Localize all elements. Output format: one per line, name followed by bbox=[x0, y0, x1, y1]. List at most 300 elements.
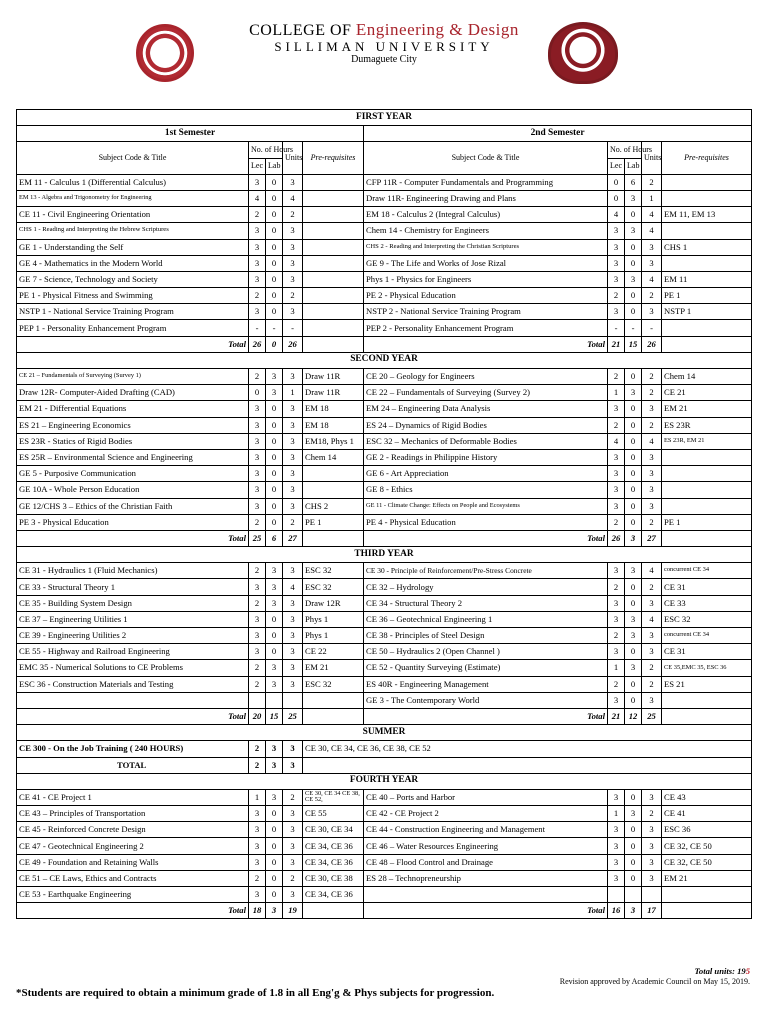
total-value: 6 bbox=[266, 530, 283, 546]
units: 2 bbox=[642, 676, 662, 692]
lab-hours: 0 bbox=[266, 466, 283, 482]
column-header-row bbox=[17, 142, 752, 158]
prerequisites: EM 21 bbox=[303, 660, 364, 676]
summer-total-label: TOTAL bbox=[17, 757, 249, 773]
lec-hours: 3 bbox=[608, 789, 625, 805]
course-row bbox=[17, 223, 752, 239]
prerequisites: CE 34, CE 36 bbox=[303, 838, 364, 854]
total-value: 16 bbox=[608, 903, 625, 919]
course-row bbox=[17, 433, 752, 449]
lec-hours: 1 bbox=[608, 660, 625, 676]
prerequisites: Phys 1 bbox=[303, 611, 364, 627]
lab-hours: 0 bbox=[266, 417, 283, 433]
lec-header: Lec bbox=[608, 158, 625, 174]
lec-hours: 2 bbox=[249, 595, 266, 611]
course-row bbox=[17, 320, 752, 336]
course-row bbox=[17, 271, 752, 287]
course-title: CE 11 - Civil Engineering Orientation bbox=[17, 207, 249, 223]
lab-hours: 0 bbox=[266, 870, 283, 886]
prerequisites: NSTP 1 bbox=[662, 304, 752, 320]
course-title: CE 32 – Hydrology bbox=[364, 579, 608, 595]
course-title: CE 33 - Structural Theory 1 bbox=[17, 579, 249, 595]
units: 3 bbox=[283, 644, 303, 660]
prerequisites: ESC 32 bbox=[662, 611, 752, 627]
course-title: CE 31 - Hydraulics 1 (Fluid Mechanics) bbox=[17, 563, 249, 579]
prerequisites: ESC 32 bbox=[303, 563, 364, 579]
units: 3 bbox=[283, 482, 303, 498]
lec-hours: 2 bbox=[608, 514, 625, 530]
subject-header: Subject Code & Title bbox=[17, 142, 249, 174]
course-row bbox=[17, 563, 752, 579]
course-title: GE 12/CHS 3 – Ethics of the Christian Faith bbox=[17, 498, 249, 514]
prerequisites bbox=[662, 449, 752, 465]
prerequisites bbox=[303, 239, 364, 255]
prerequisites: Chem 14 bbox=[662, 369, 752, 385]
prerequisites bbox=[303, 466, 364, 482]
subject-header: Subject Code & Title bbox=[364, 142, 608, 174]
course-title: PEP 1 - Personality Enhancement Program bbox=[17, 320, 249, 336]
course-title: CE 39 - Engineering Utilities 2 bbox=[17, 628, 249, 644]
units: 3 bbox=[283, 223, 303, 239]
prerequisites: Draw 11R bbox=[303, 385, 364, 401]
lec-hours: - bbox=[249, 320, 266, 336]
units: 4 bbox=[642, 433, 662, 449]
course-row bbox=[17, 660, 752, 676]
units: 3 bbox=[642, 789, 662, 805]
course-title: EM 24 – Engineering Data Analysis bbox=[364, 401, 608, 417]
course-row bbox=[17, 207, 752, 223]
year-title: THIRD YEAR bbox=[17, 547, 752, 563]
prerequisites: CE 41 bbox=[662, 806, 752, 822]
units: 4 bbox=[642, 611, 662, 627]
lab-hours: 0 bbox=[266, 271, 283, 287]
lec-hours: 4 bbox=[608, 207, 625, 223]
lec-hours: 3 bbox=[608, 239, 625, 255]
units: 3 bbox=[283, 854, 303, 870]
prerequisites: EM 18 bbox=[303, 401, 364, 417]
lab-hours: 0 bbox=[625, 207, 642, 223]
lab-header: Lab bbox=[625, 158, 642, 174]
units: 3 bbox=[283, 676, 303, 692]
units: 3 bbox=[642, 498, 662, 514]
course-row bbox=[17, 255, 752, 271]
course-title: CHS 2 - Reading and Interpreting the Christian Scriptures bbox=[364, 239, 608, 255]
lec-hours: 2 bbox=[608, 628, 625, 644]
course-title: Chem 14 - Chemistry for Engineers bbox=[364, 223, 608, 239]
college-title: COLLEGE OF Engineering & Design bbox=[249, 20, 519, 39]
units: 3 bbox=[642, 644, 662, 660]
lab-hours: 0 bbox=[266, 174, 283, 190]
course-title: CE 34 - Structural Theory 2 bbox=[364, 595, 608, 611]
lec-hours: 3 bbox=[249, 579, 266, 595]
units: 3 bbox=[283, 449, 303, 465]
lab-hours: 0 bbox=[625, 822, 642, 838]
lab-hours: 0 bbox=[266, 498, 283, 514]
lec-hours: 2 bbox=[608, 288, 625, 304]
lab-hours: 0 bbox=[625, 644, 642, 660]
units: 4 bbox=[642, 563, 662, 579]
prerequisites: concurrent CE 34 bbox=[662, 563, 752, 579]
lab-hours: 3 bbox=[625, 660, 642, 676]
year-title: FIRST YEAR bbox=[17, 110, 752, 126]
total-value: 3 bbox=[625, 530, 642, 546]
course-row bbox=[17, 466, 752, 482]
course-title: CE 41 - CE Project 1 bbox=[17, 789, 249, 805]
prerequisites bbox=[303, 692, 364, 708]
total-row bbox=[17, 708, 752, 724]
prerequisites bbox=[303, 304, 364, 320]
lab-hours: 0 bbox=[625, 692, 642, 708]
prerequisites bbox=[662, 887, 752, 903]
total-value: 19 bbox=[283, 903, 303, 919]
course-title: CE 42 - CE Project 2 bbox=[364, 806, 608, 822]
units: 2 bbox=[642, 514, 662, 530]
course-title: CE 38 - Principles of Steel Design bbox=[364, 628, 608, 644]
units: 3 bbox=[283, 174, 303, 190]
prerequisites: EM 21 bbox=[662, 870, 752, 886]
empty-cell bbox=[662, 903, 752, 919]
lab-hours: 0 bbox=[266, 838, 283, 854]
lab-hours: 3 bbox=[625, 806, 642, 822]
hours-header: No. of Hours bbox=[249, 142, 283, 158]
prerequisites bbox=[303, 255, 364, 271]
lab-hours bbox=[266, 692, 283, 708]
lab-hours: 0 bbox=[625, 498, 642, 514]
year-title: FOURTH YEAR bbox=[17, 773, 752, 789]
units: 3 bbox=[283, 304, 303, 320]
lec-hours: 1 bbox=[608, 806, 625, 822]
total-value: 27 bbox=[283, 530, 303, 546]
lab-hours: 0 bbox=[625, 466, 642, 482]
lec-hours: 3 bbox=[608, 466, 625, 482]
units: 2 bbox=[642, 369, 662, 385]
units: 3 bbox=[283, 838, 303, 854]
lab-hours: 3 bbox=[625, 611, 642, 627]
course-row bbox=[17, 449, 752, 465]
lec-hours: 3 bbox=[249, 611, 266, 627]
prerequisites bbox=[303, 223, 364, 239]
course-row bbox=[17, 822, 752, 838]
lab-hours: - bbox=[625, 320, 642, 336]
total-label: Total bbox=[17, 708, 249, 724]
lab-hours: 0 bbox=[266, 190, 283, 206]
course-title: CE 30 - Principle of Reinforcement/Pre-Stress Concrete bbox=[364, 563, 608, 579]
units bbox=[642, 887, 662, 903]
units: 2 bbox=[642, 385, 662, 401]
lab-hours: 0 bbox=[266, 401, 283, 417]
empty-cell bbox=[303, 530, 364, 546]
year-header-row bbox=[17, 110, 752, 126]
year-header-row bbox=[17, 773, 752, 789]
total-value: 20 bbox=[249, 708, 266, 724]
lec-hours: 3 bbox=[249, 887, 266, 903]
units: 4 bbox=[283, 579, 303, 595]
prerequisites: EM 18 bbox=[303, 417, 364, 433]
lec-hours: 3 bbox=[249, 255, 266, 271]
lec-hours: 3 bbox=[249, 644, 266, 660]
units: 2 bbox=[642, 806, 662, 822]
total-label: Total bbox=[364, 336, 608, 352]
units: 3 bbox=[283, 887, 303, 903]
prerequisites: ES 23R, EM 21 bbox=[662, 433, 752, 449]
lab-hours: 0 bbox=[625, 870, 642, 886]
lec-hours: 2 bbox=[249, 288, 266, 304]
lab-hours: 0 bbox=[625, 304, 642, 320]
units: 2 bbox=[283, 288, 303, 304]
course-row bbox=[17, 887, 752, 903]
prerequisites: CE 22 bbox=[303, 644, 364, 660]
units: 4 bbox=[642, 223, 662, 239]
lec-hours: 0 bbox=[249, 385, 266, 401]
lab-hours: 0 bbox=[266, 514, 283, 530]
empty-cell bbox=[303, 757, 752, 773]
units: 3 bbox=[283, 433, 303, 449]
course-title: ES 25R – Environmental Science and Engineering bbox=[17, 449, 249, 465]
empty-cell bbox=[662, 336, 752, 352]
total-label: Total bbox=[364, 708, 608, 724]
prerequisites: ESC 32 bbox=[303, 676, 364, 692]
lec-hours: 3 bbox=[608, 401, 625, 417]
lec-hours: 3 bbox=[249, 854, 266, 870]
lec-hours: 2 bbox=[249, 514, 266, 530]
lab-hours: 3 bbox=[625, 628, 642, 644]
empty-cell bbox=[303, 903, 364, 919]
units: 1 bbox=[283, 385, 303, 401]
course-title: PE 1 - Physical Fitness and Swimming bbox=[17, 288, 249, 304]
units: 3 bbox=[283, 401, 303, 417]
course-title: CE 55 - Highway and Railroad Engineering bbox=[17, 644, 249, 660]
summer-title: SUMMER bbox=[17, 725, 752, 741]
lab-hours: 0 bbox=[266, 449, 283, 465]
prerequisites-header: Pre-requisites bbox=[303, 142, 364, 174]
lab-hours: 0 bbox=[625, 676, 642, 692]
units: 3 bbox=[642, 449, 662, 465]
lec-hours: 2 bbox=[608, 369, 625, 385]
lec-hours: 1 bbox=[608, 385, 625, 401]
total-value: 2 bbox=[249, 757, 266, 773]
units: 3 bbox=[283, 369, 303, 385]
total-value: 12 bbox=[625, 708, 642, 724]
prerequisites: CE 55 bbox=[303, 806, 364, 822]
lab-hours: 3 bbox=[266, 595, 283, 611]
lab-hours: 3 bbox=[266, 385, 283, 401]
prerequisites: PE 1 bbox=[662, 514, 752, 530]
lab-hours: 0 bbox=[266, 207, 283, 223]
units: 2 bbox=[642, 174, 662, 190]
units: 3 bbox=[642, 838, 662, 854]
second-semester-label: 2nd Semester bbox=[364, 126, 752, 142]
prerequisites: CE 34, CE 36 bbox=[303, 854, 364, 870]
first-semester-label: 1st Semester bbox=[17, 126, 364, 142]
total-value: 25 bbox=[642, 708, 662, 724]
prerequisites bbox=[662, 320, 752, 336]
course-title: GE 7 - Science, Technology and Society bbox=[17, 271, 249, 287]
units: 3 bbox=[283, 417, 303, 433]
prerequisites: Draw 12R bbox=[303, 595, 364, 611]
lec-hours: 3 bbox=[249, 401, 266, 417]
lab-hours: 0 bbox=[266, 822, 283, 838]
course-title: Draw 12R- Computer-Aided Drafting (CAD) bbox=[17, 385, 249, 401]
prerequisites-header: Pre-requisites bbox=[662, 142, 752, 174]
empty-cell bbox=[662, 530, 752, 546]
units: 2 bbox=[642, 288, 662, 304]
course-row bbox=[17, 174, 752, 190]
year-header-row bbox=[17, 547, 752, 563]
lec-hours: 2 bbox=[249, 369, 266, 385]
units: 3 bbox=[283, 271, 303, 287]
total-value: 27 bbox=[642, 530, 662, 546]
units: 4 bbox=[642, 207, 662, 223]
prerequisites: EM18, Phys 1 bbox=[303, 433, 364, 449]
total-value: 21 bbox=[608, 336, 625, 352]
lec-hours: 0 bbox=[608, 190, 625, 206]
prerequisites: PE 1 bbox=[662, 288, 752, 304]
course-title: ESC 36 - Construction Materials and Testing bbox=[17, 676, 249, 692]
prerequisites: CE 35,EMC 35, ESC 36 bbox=[662, 660, 752, 676]
units: 3 bbox=[642, 854, 662, 870]
summer-header-row bbox=[17, 725, 752, 741]
units: 3 bbox=[283, 822, 303, 838]
curriculum-table bbox=[16, 109, 752, 919]
lec-hours: 3 bbox=[249, 417, 266, 433]
course-title: GE 10A - Whole Person Education bbox=[17, 482, 249, 498]
course-title: CHS 1 - Reading and Interpreting the Hebrew Scriptures bbox=[17, 223, 249, 239]
total-value: 26 bbox=[283, 336, 303, 352]
lab-hours: 0 bbox=[625, 288, 642, 304]
lec-hours: 2 bbox=[249, 741, 266, 757]
lec-hours: 3 bbox=[249, 304, 266, 320]
course-title bbox=[17, 692, 249, 708]
lec-hours: 3 bbox=[608, 271, 625, 287]
course-title: NSTP 2 - National Service Training Program bbox=[364, 304, 608, 320]
course-title bbox=[364, 887, 608, 903]
lec-hours: - bbox=[608, 320, 625, 336]
lab-hours: 0 bbox=[266, 288, 283, 304]
total-value: 3 bbox=[283, 757, 303, 773]
lab-hours: 0 bbox=[625, 401, 642, 417]
prerequisites: CHS 2 bbox=[303, 498, 364, 514]
units: 2 bbox=[283, 207, 303, 223]
lab-hours: 0 bbox=[266, 887, 283, 903]
lec-hours: 0 bbox=[608, 174, 625, 190]
units: 2 bbox=[642, 417, 662, 433]
lab-hours: 0 bbox=[625, 579, 642, 595]
units: 3 bbox=[642, 466, 662, 482]
course-row bbox=[17, 870, 752, 886]
course-title: CE 37 – Engineering Utilities 1 bbox=[17, 611, 249, 627]
units: 3 bbox=[642, 239, 662, 255]
lec-hours: 1 bbox=[249, 789, 266, 805]
lec-hours: 3 bbox=[249, 174, 266, 190]
lec-hours: 3 bbox=[249, 628, 266, 644]
prerequisites bbox=[662, 466, 752, 482]
lec-hours: 3 bbox=[608, 692, 625, 708]
course-row bbox=[17, 190, 752, 206]
empty-cell bbox=[303, 708, 364, 724]
course-title: CE 20 – Geology for Engineers bbox=[364, 369, 608, 385]
course-title: PE 3 - Physical Education bbox=[17, 514, 249, 530]
course-row bbox=[17, 514, 752, 530]
units: 2 bbox=[283, 870, 303, 886]
lec-hours: 3 bbox=[608, 563, 625, 579]
course-title: CE 52 - Quantity Surveying (Estimate) bbox=[364, 660, 608, 676]
prerequisites bbox=[303, 482, 364, 498]
prerequisites: EM 11, EM 13 bbox=[662, 207, 752, 223]
total-row bbox=[17, 903, 752, 919]
prerequisites bbox=[662, 174, 752, 190]
course-row bbox=[17, 676, 752, 692]
lec-hours: 3 bbox=[608, 449, 625, 465]
course-title: CE 53 - Earthquake Engineering bbox=[17, 887, 249, 903]
course-row bbox=[17, 239, 752, 255]
course-title: CE 45 - Reinforced Concrete Design bbox=[17, 822, 249, 838]
lab-hours: 3 bbox=[625, 563, 642, 579]
course-title: ES 28 – Technopreneurship bbox=[364, 870, 608, 886]
course-row bbox=[17, 595, 752, 611]
lec-hours: 3 bbox=[249, 223, 266, 239]
lec-hours: 3 bbox=[249, 498, 266, 514]
prerequisites: CHS 1 bbox=[662, 239, 752, 255]
total-value: 25 bbox=[283, 708, 303, 724]
course-title: CE 43 – Principles of Transportation bbox=[17, 806, 249, 822]
lec-hours bbox=[249, 692, 266, 708]
empty-cell bbox=[303, 336, 364, 352]
lab-hours: 0 bbox=[625, 369, 642, 385]
units: 2 bbox=[642, 660, 662, 676]
total-value: 0 bbox=[266, 336, 283, 352]
course-row bbox=[17, 611, 752, 627]
lab-hours: 0 bbox=[625, 789, 642, 805]
lec-hours: 2 bbox=[249, 660, 266, 676]
lab-hours: 3 bbox=[266, 789, 283, 805]
course-title: CE 44 - Construction Engineering and Management bbox=[364, 822, 608, 838]
total-value: 25 bbox=[249, 530, 266, 546]
total-label: Total bbox=[364, 903, 608, 919]
course-title: GE 1 - Understanding the Self bbox=[17, 239, 249, 255]
course-title: CE 35 - Building System Design bbox=[17, 595, 249, 611]
course-title: GE 6 - Art Appreciation bbox=[364, 466, 608, 482]
course-row bbox=[17, 789, 752, 805]
course-title: PE 4 - Physical Education bbox=[364, 514, 608, 530]
revision-note: Revision approved by Academic Council on May 15, 2019. bbox=[559, 977, 750, 986]
course-title: EMC 35 - Numerical Solutions to CE Problems bbox=[17, 660, 249, 676]
lec-hours: 3 bbox=[608, 854, 625, 870]
lec-hours: 2 bbox=[608, 676, 625, 692]
summer-course-title: CE 300 - On the Job Training ( 240 HOURS) bbox=[17, 741, 249, 757]
units: - bbox=[642, 320, 662, 336]
course-title: NSTP 1 - National Service Training Program bbox=[17, 304, 249, 320]
total-label: Total bbox=[17, 530, 249, 546]
units: 3 bbox=[642, 401, 662, 417]
lab-hours: 0 bbox=[266, 806, 283, 822]
total-value: 18 bbox=[249, 903, 266, 919]
prerequisites bbox=[303, 271, 364, 287]
lec-hours: 3 bbox=[249, 822, 266, 838]
lab-hours: 0 bbox=[625, 595, 642, 611]
total-value: 3 bbox=[266, 757, 283, 773]
summer-course-row bbox=[17, 741, 752, 757]
lec-hours: 2 bbox=[249, 563, 266, 579]
units-header: Units bbox=[283, 142, 303, 174]
course-title: Phys 1 - Physics for Engineers bbox=[364, 271, 608, 287]
lab-hours: 0 bbox=[625, 482, 642, 498]
course-row bbox=[17, 628, 752, 644]
prerequisites: Phys 1 bbox=[303, 628, 364, 644]
lab-hours: 0 bbox=[625, 854, 642, 870]
lec-hours: 2 bbox=[249, 870, 266, 886]
lec-hours: 2 bbox=[249, 676, 266, 692]
lec-hours: 4 bbox=[249, 190, 266, 206]
